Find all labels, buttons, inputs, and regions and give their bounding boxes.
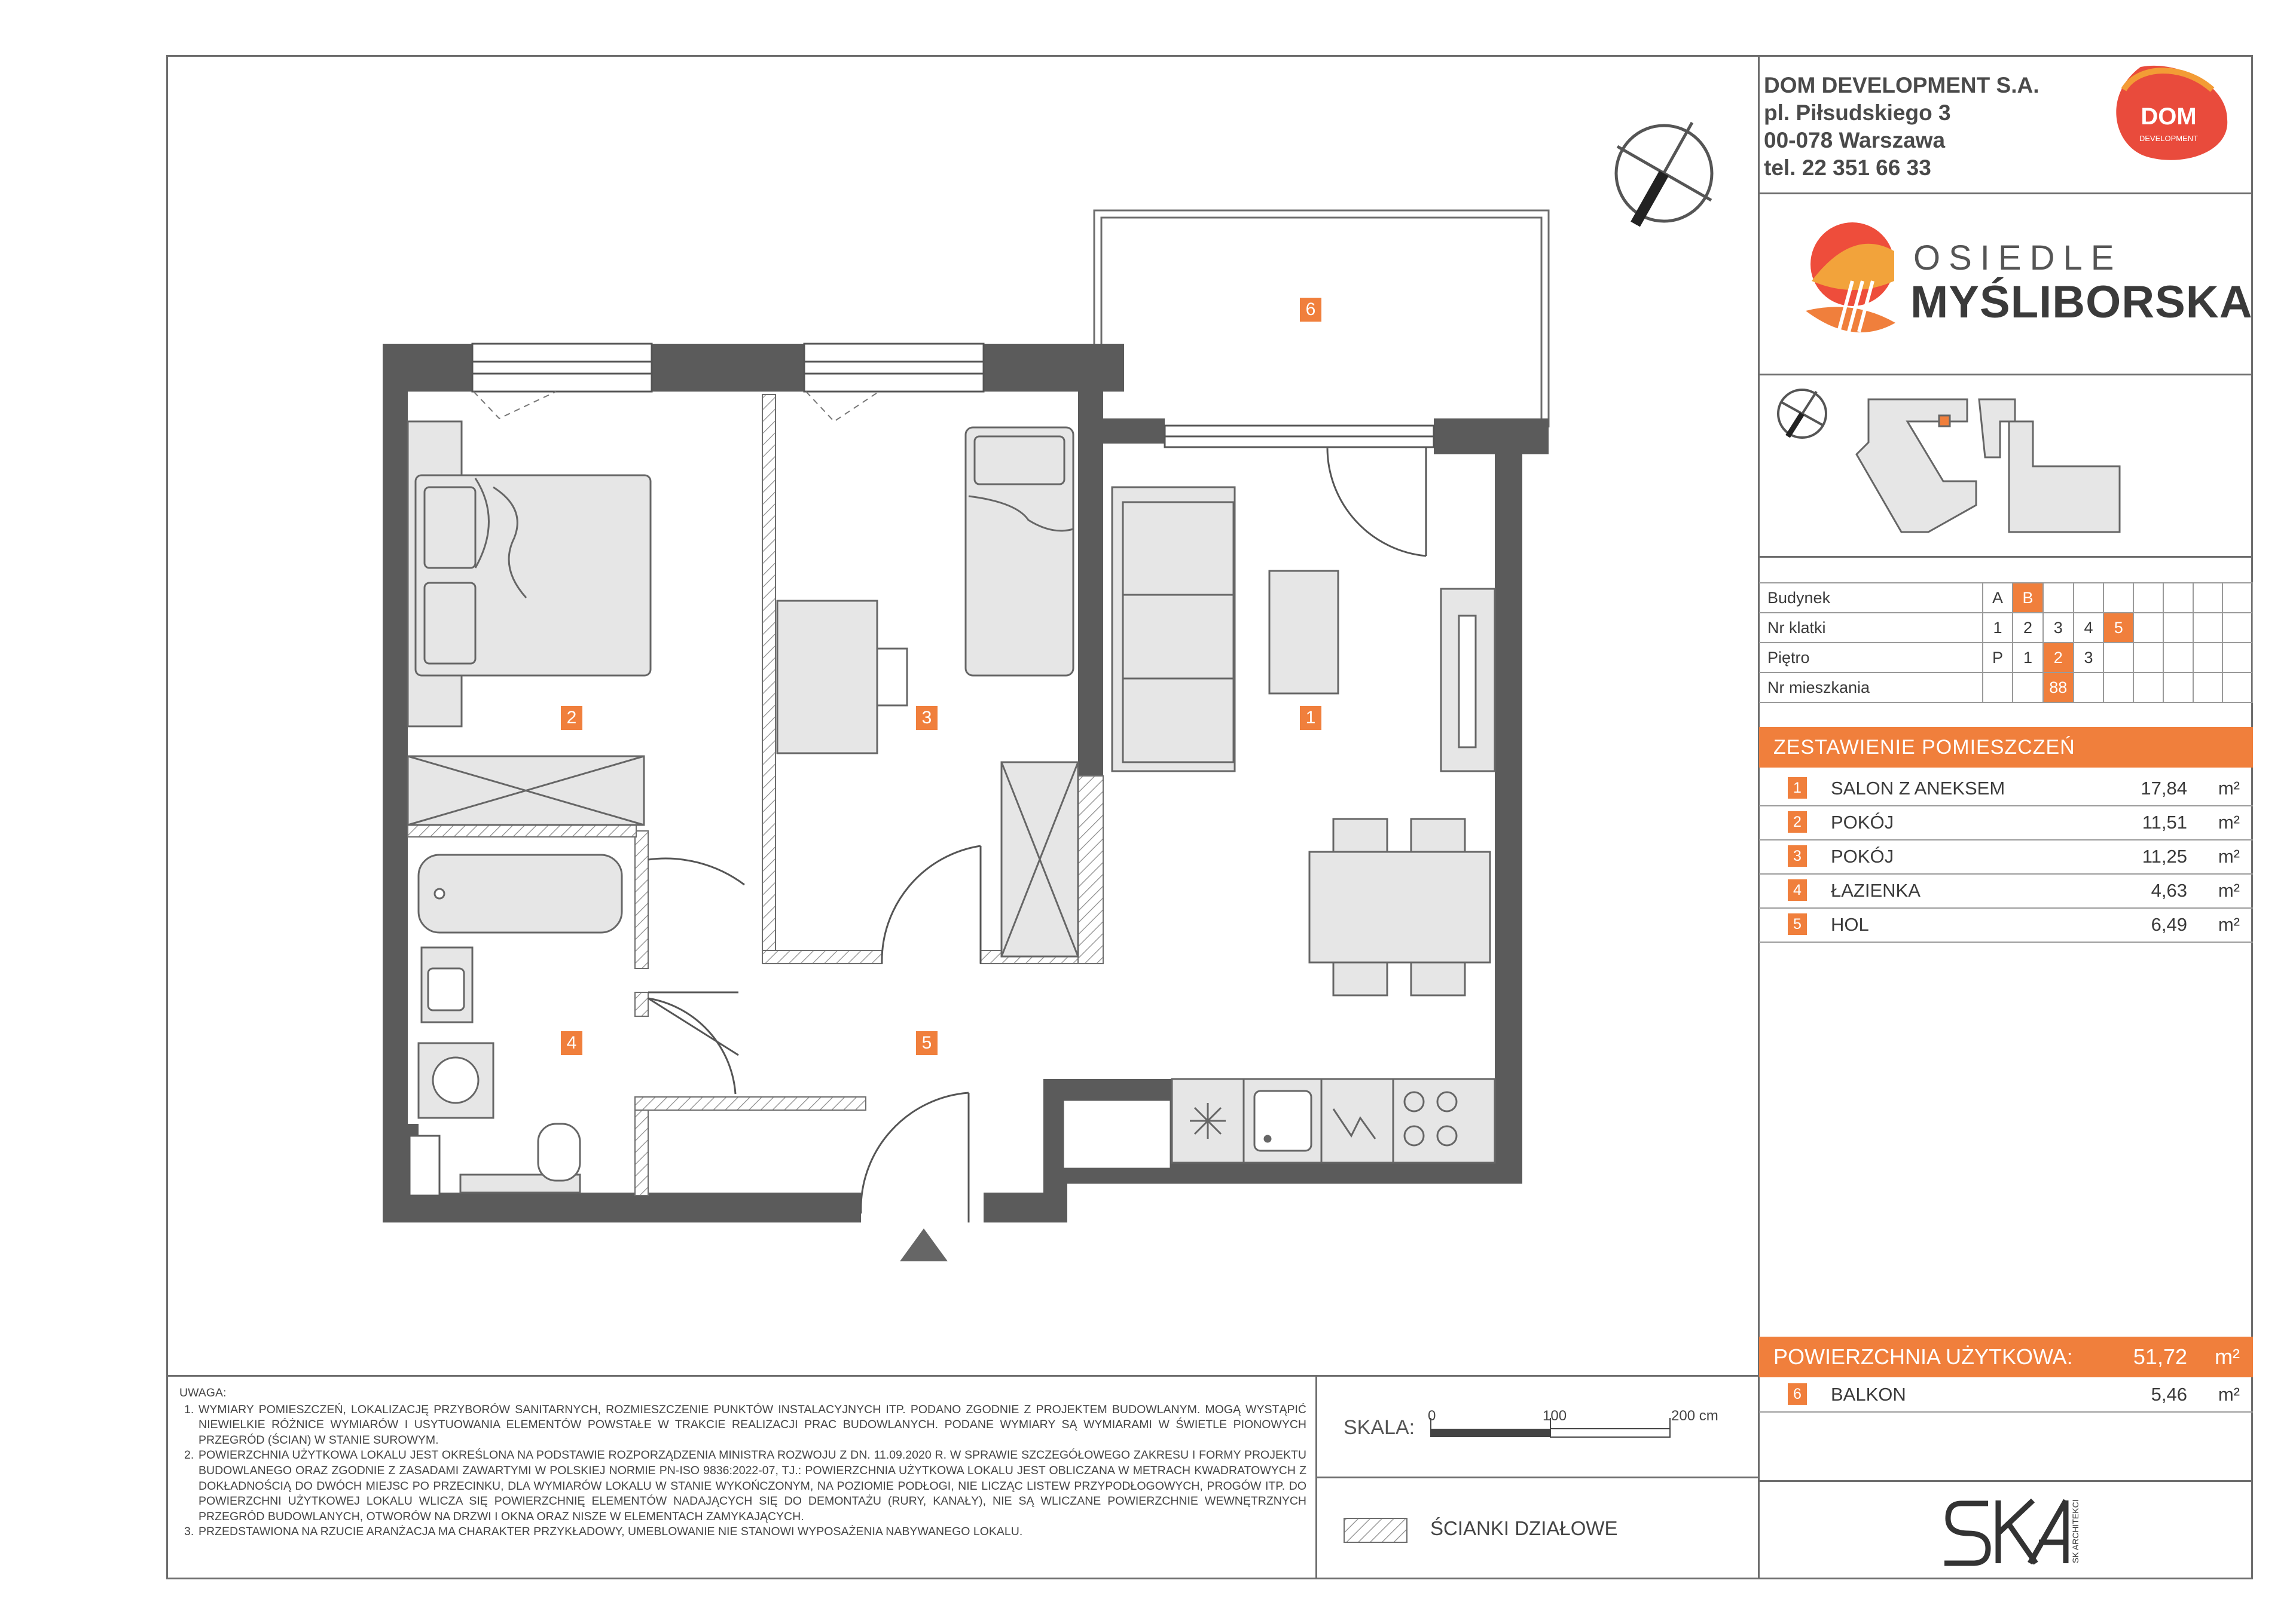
window-sashes — [474, 392, 879, 421]
scale-tick-0: 0 — [1428, 1408, 1436, 1424]
building-a: A — [1983, 583, 2013, 613]
notes — [179, 1386, 1306, 1540]
note-item: 2. POWIERZCHNIA UŻYTKOWA LOKALU JEST OKREŚLONA NA PODSTAWIE ROZPORZĄDZENIA MINISTRA ROZWOJU Z DN. 11.09.2020 R. W SPRAWIE SZCZEGÓŁOWEGO ZAKRESU I FORMY PROJEKTU BUDOWLANEGO ORAZ ZGODNIE Z ZASADAMI ZAWARTYMI W POLSKIEJ NORMIE PN-ISO 9836:2022-07, TJ.: POWIERZCHNIA UŻYTKOWA LOKALU JEST OBLICZANA W METRACH KWADRATOWYCH Z DOKŁADNOŚCIĄ DO DWÓCH MIEJSC PO PRZECINKU, DLA WYMIARÓW LOKALU W STANIE WYKOŃCZONYM, NA POZIOMIE PODŁOGI, NIE LICZĄC LISTEW PRZYPODŁOGOWYCH, PROGÓW ITP. DO POWIERZCHNI UŻYTKOWEJ LOKALU WLICZA SIĘ POWIERZCHNIĘ ELEMENTÓW NADAJĄCYCH SIĘ DO DEMONTAŻU (RURY, KANAŁY), NIE SĄ WLICZANE POWIERZCHNIE WEWNĘTRZNYCH PRZEGRÓD BUDOWLANYCH, OTWORÓW NA DRZWI I OKNA ORAZ NISZE W ELEMENTACH ZAMYKAJĄCYCH. — [184, 1448, 1306, 1523]
ska-architekci-logo — [1944, 1500, 2066, 1563]
company-phone: tel. 22 351 66 33 — [1764, 155, 1931, 180]
notes-heading: UWAGA: — [179, 1386, 227, 1399]
project-name-line2: MYŚLIBORSKA — [1910, 277, 2253, 328]
balcony-row: 6 BALKON 5,46 m² — [1759, 1377, 2253, 1413]
plan-label-3: 3 — [916, 706, 938, 730]
osiedle-logo-icon — [1806, 222, 1895, 332]
room-row: 3 POKÓJ 11,25 m² — [1759, 839, 2253, 875]
plan-label-4: 4 — [561, 1031, 582, 1055]
room-row: 4 ŁAZIENKA 4,63 m² — [1759, 873, 2253, 909]
staircase-row: Nr klatki 1 2 3 4 5 — [1759, 613, 2252, 643]
apartment-label: Nr mieszkania — [1759, 673, 1983, 702]
company-city: 00-078 Warszawa — [1764, 128, 1946, 152]
floor-row: Piętro P 1 2 3 — [1759, 643, 2252, 673]
ska-logo-subtext: SK ARCHITEKCI — [2071, 1499, 2080, 1563]
room-row: 5 HOL 6,49 m² — [1759, 907, 2253, 943]
plan-label-6: 6 — [1300, 298, 1321, 322]
partition-legend-label: ŚCIANKI DZIAŁOWE — [1430, 1517, 1618, 1539]
furniture — [408, 421, 1495, 1193]
scale-label: SKALA: — [1344, 1416, 1415, 1439]
room-row: 1 SALON Z ANEKSEM 17,84 m² — [1759, 771, 2253, 806]
apartment-number: 88 — [2043, 673, 2074, 702]
company-street: pl. Piłsudskiego 3 — [1764, 100, 1951, 125]
note-item: 3. PRZEDSTAWIONA NA RZUCIE ARANŻACJA MA CHARAKTER PRZYKŁADOWY, UMEBLOWANIE NIE STANOWI WYPOSAŻENIA NABYWANEGO LOKALU. — [184, 1525, 1023, 1539]
staircase-label: Nr klatki — [1759, 613, 1983, 643]
note-item: 1. WYMIARY POMIESZCZEŃ, LOKALIZACJĘ PRZYBORÓW SANITARNYCH, ROZMIESZCZENIE PUNKTÓW INSTALACYJNYCH ITP. PODANO ZGODNIE Z PROJEKTEM BUDOWLANYM. MOGĄ WYSTĄPIĆ NIEWIELKIE RÓŻNICE WYMIARÓW I USYTUOWANIA ELEMENTÓW POWSTAŁE W TRAKCIE REALIZACJI PRAC BUDOWLANYCH. PODANE WYMIARY SĄ WYMIARAMI W ŚWIETLE PIONOWYCH PRZEGRÓD (ŚCIAN) W STANIE SUROWYM. — [184, 1402, 1306, 1447]
usable-area-value: 51,72 — [2133, 1344, 2187, 1369]
company-name: DOM DEVELOPMENT S.A. — [1764, 73, 2039, 97]
dom-logo-subtext: DEVELOPMENT — [2139, 134, 2199, 143]
usable-area-label: POWIERZCHNIA UŻYTKOWA: — [1773, 1344, 2073, 1369]
dom-development-logo — [2116, 66, 2227, 160]
building-b: B — [2013, 583, 2042, 613]
floor-selected: 2 — [2043, 643, 2074, 673]
windows — [472, 344, 1434, 447]
site-key-plan — [1857, 399, 2120, 532]
building-row — [1759, 583, 2252, 613]
plan-label-5: 5 — [916, 1031, 938, 1055]
key-plan-compass-icon — [1778, 390, 1826, 438]
staircase-selected: 5 — [2103, 613, 2133, 643]
usable-area-bar: POWIERZCHNIA UŻYTKOWA: 51,72 m² — [1759, 1337, 2253, 1377]
north-compass-icon — [1616, 123, 1712, 224]
apartment-info-table — [1759, 582, 2253, 703]
plan-label-1: 1 — [1300, 706, 1321, 730]
entrance-arrow-icon — [900, 1228, 948, 1261]
shaft — [1063, 1100, 1171, 1169]
project-name-line1: OSIEDLE — [1913, 239, 2123, 277]
floor-label: Piętro — [1759, 643, 1983, 673]
balcony-outline — [1094, 210, 1549, 427]
shaft-small — [410, 1136, 439, 1196]
dom-logo-text: DOM — [2141, 103, 2197, 130]
scale-tick-100: 100 — [1543, 1408, 1567, 1424]
plan-label-2: 2 — [561, 706, 582, 730]
building-label: Budynek — [1759, 583, 1983, 613]
room-row: 2 POKÓJ 11,51 m² — [1759, 805, 2253, 840]
scale-tick-200: 200 cm — [1671, 1408, 1718, 1424]
rooms-header: ZESTAWIENIE POMIESZCZEŃ — [1759, 727, 2253, 768]
partition-legend-swatch — [1344, 1518, 1407, 1542]
apartment-row — [1759, 673, 2252, 702]
